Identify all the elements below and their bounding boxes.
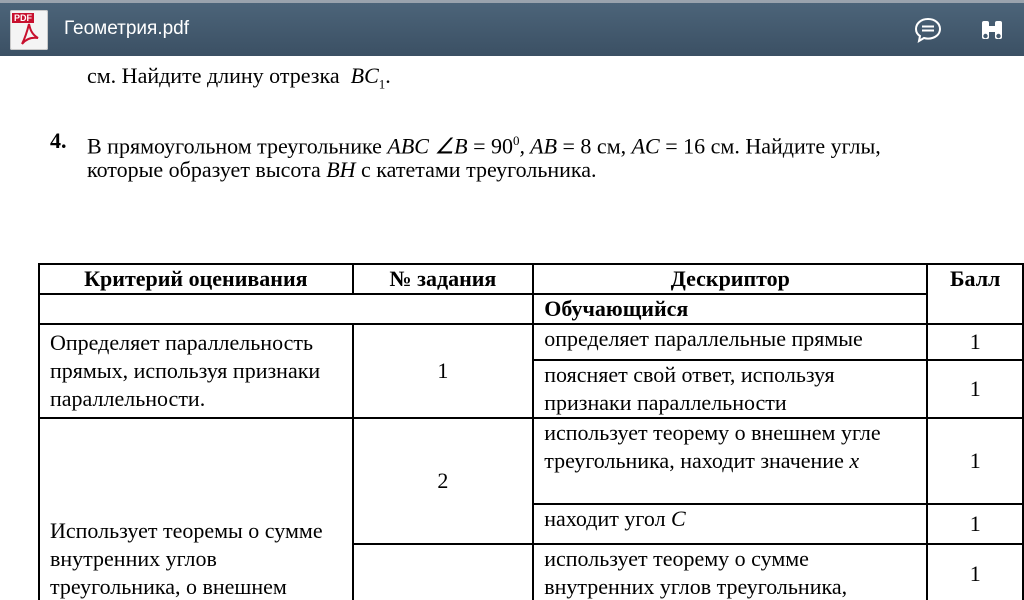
task4-line2 (87, 156, 597, 184)
header-descriptor: Дескриптор (533, 264, 927, 294)
descriptor-cell: поясняет свой ответ, используя признаки параллельности (533, 360, 927, 418)
table-row (39, 418, 1023, 504)
degree-sup: 0 (513, 133, 520, 148)
descriptor-cell (533, 418, 927, 504)
score-cell: 1 (927, 418, 1023, 504)
header-score: Балл (927, 264, 1023, 324)
criterion-cell: Использует теоремы о сумме внутренних углов треугольника, о внешнем (39, 418, 353, 600)
segment-label: BC (350, 63, 379, 88)
score-cell: 1 (927, 544, 1023, 600)
segment-subscript: 1 (378, 76, 386, 92)
score-cell: 1 (927, 360, 1023, 418)
task-number-cell: 1 (353, 324, 534, 418)
text: = 8 см, (557, 133, 632, 159)
assessment-table (38, 263, 1024, 600)
variable: C (671, 506, 686, 531)
score-cell: 1 (927, 504, 1023, 544)
pdf-badge: PDF (14, 13, 32, 23)
side-label: , AB (519, 133, 558, 159)
pdf-icon[interactable] (10, 10, 48, 50)
triangle-label: ABC (387, 133, 429, 159)
variable: x (849, 448, 860, 473)
side-label: AC (631, 133, 660, 159)
comment-icon[interactable] (912, 14, 944, 46)
pdf-page[interactable] (0, 56, 1024, 600)
task-number-cell (353, 544, 534, 600)
period: . (385, 63, 391, 88)
text: = 90 (467, 133, 514, 159)
text: = 16 см. Найдите углы, (659, 133, 881, 159)
header-task-number: № задания (353, 264, 534, 294)
task-number: 4. (50, 128, 67, 153)
previous-task-tail (87, 62, 391, 98)
app-bar (0, 0, 1024, 56)
header-criterion: Критерий оценивания (39, 264, 353, 294)
header-learner: Обучающийся (533, 294, 927, 324)
descriptor-cell (533, 504, 927, 544)
text: которые образует высота (87, 157, 327, 182)
text: использует теорему о внешнем угле треугольника, находит значение (544, 420, 881, 473)
table-row (39, 324, 1023, 360)
descriptor-cell: использует теорему о сумме внутренних углов треугольника, (533, 544, 927, 600)
height-label: BH (326, 157, 356, 182)
binoculars-icon[interactable] (976, 14, 1008, 46)
text: см. Найдите длину отрезка (87, 63, 340, 88)
text: В прямоугольном треугольнике (87, 133, 388, 159)
descriptor-cell: определяет параллельные прямые (533, 324, 927, 360)
criterion-cell: Определяет параллельность прямых, используя признаки параллельности. (39, 324, 353, 418)
text: с катетами треугольника. (355, 157, 597, 182)
angle-label: ∠B (428, 133, 468, 159)
score-cell: 1 (927, 324, 1023, 360)
text: находит угол (544, 506, 672, 531)
task-number-cell: 2 (353, 418, 534, 544)
document-title: Геометрия.pdf (64, 18, 190, 39)
